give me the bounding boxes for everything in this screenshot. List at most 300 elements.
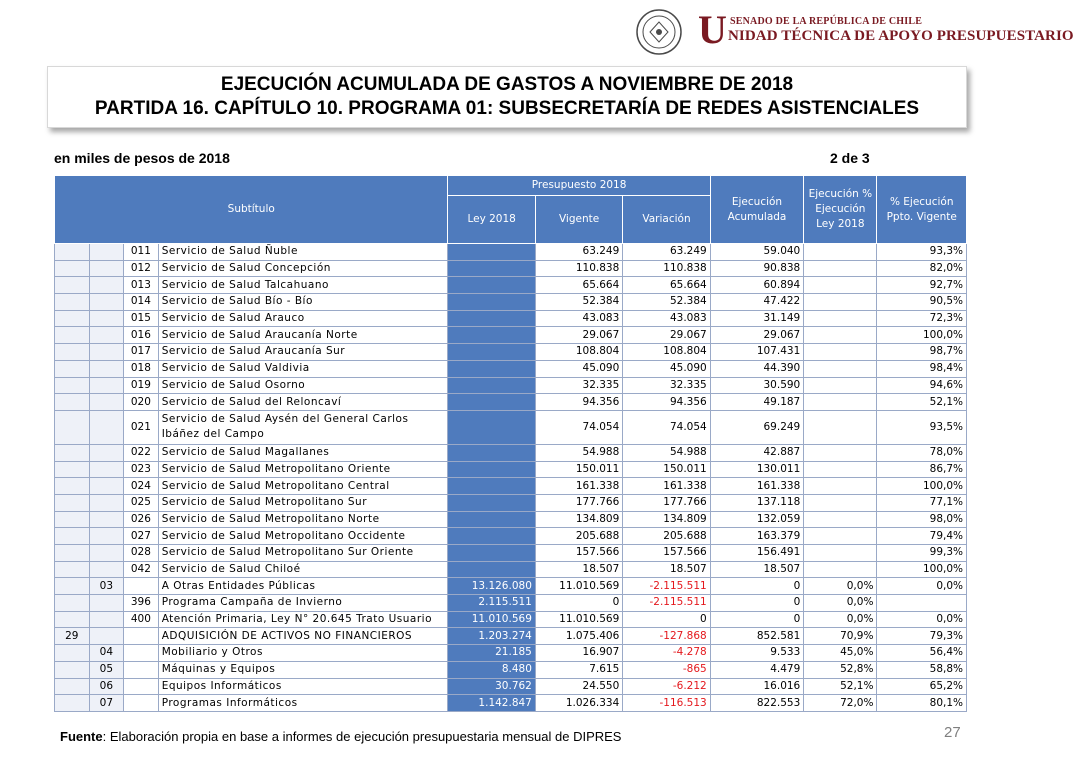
ley-value: 8.480 xyxy=(448,661,535,678)
variacion-value: -116.513 xyxy=(623,695,710,712)
row-description: Servicio de Salud Chiloé xyxy=(158,561,448,578)
header-vigente: Vigente xyxy=(535,196,622,244)
variacion-value: 108.804 xyxy=(623,344,710,361)
pct-ley-value xyxy=(804,310,877,327)
source-label: Fuente xyxy=(60,729,103,744)
subtitulo-code xyxy=(55,260,90,277)
variacion-value: 29.067 xyxy=(623,327,710,344)
page-number: 27 xyxy=(944,724,961,741)
ejecucion-value: 852.581 xyxy=(710,628,804,645)
subtitulo-code xyxy=(55,645,90,662)
pct-vigente-value: 78,0% xyxy=(877,444,967,461)
row-description: ADQUISICIÓN DE ACTIVOS NO FINANCIEROS xyxy=(158,628,448,645)
pct-vigente-value: 93,3% xyxy=(877,244,967,261)
source-text: : Elaboración propia en base a informes de ejecución presupuestaria mensual de DIPRES xyxy=(102,729,622,744)
header-subtitulo: Subtítulo xyxy=(55,176,448,244)
pct-vigente-value: 94,6% xyxy=(877,377,967,394)
subtitulo-code xyxy=(55,360,90,377)
item-code xyxy=(89,628,124,645)
table-row xyxy=(55,561,967,578)
vigente-value: 94.356 xyxy=(535,394,622,411)
item-code xyxy=(89,244,124,261)
ley-value: 30.762 xyxy=(448,678,535,695)
table-row xyxy=(55,645,967,662)
pct-ley-value xyxy=(804,294,877,311)
variacion-value: 54.988 xyxy=(623,444,710,461)
asignacion-code: 023 xyxy=(124,461,159,478)
pct-vigente-value: 56,4% xyxy=(877,645,967,662)
ejecucion-value: 156.491 xyxy=(710,545,804,562)
ley-value xyxy=(448,310,535,327)
ley-value xyxy=(448,511,535,528)
ley-value xyxy=(448,461,535,478)
senate-seal-icon xyxy=(628,8,690,56)
pct-ley-value xyxy=(804,360,877,377)
ejecucion-value: 49.187 xyxy=(710,394,804,411)
asignacion-code: 017 xyxy=(124,344,159,361)
asignacion-code: 025 xyxy=(124,494,159,511)
pct-vigente-value: 58,8% xyxy=(877,661,967,678)
ejecucion-value: 90.838 xyxy=(710,260,804,277)
table-row xyxy=(55,611,967,628)
pct-vigente-value: 98,0% xyxy=(877,511,967,528)
pct-vigente-value: 99,3% xyxy=(877,545,967,562)
ejecucion-value: 69.249 xyxy=(710,410,804,444)
variacion-value: 65.664 xyxy=(623,277,710,294)
variacion-value: 177.766 xyxy=(623,494,710,511)
ejecucion-value: 161.338 xyxy=(710,478,804,495)
subtitulo-code xyxy=(55,377,90,394)
ley-value: 1.142.847 xyxy=(448,695,535,712)
subtitulo-code xyxy=(55,310,90,327)
pct-vigente-value: 93,5% xyxy=(877,410,967,444)
asignacion-code xyxy=(124,678,159,695)
asignacion-code: 018 xyxy=(124,360,159,377)
budget-table xyxy=(54,175,967,712)
variacion-value: 134.809 xyxy=(623,511,710,528)
pct-vigente-value: 72,3% xyxy=(877,310,967,327)
ley-value xyxy=(448,327,535,344)
ejecucion-value: 30.590 xyxy=(710,377,804,394)
ley-value xyxy=(448,444,535,461)
pct-ley-value xyxy=(804,277,877,294)
vigente-value: 150.011 xyxy=(535,461,622,478)
pct-ley-value xyxy=(804,545,877,562)
table-row xyxy=(55,461,967,478)
pct-vigente-value: 0,0% xyxy=(877,578,967,595)
item-code xyxy=(89,310,124,327)
subtitulo-code xyxy=(55,327,90,344)
table-row xyxy=(55,377,967,394)
ejecucion-value: 18.507 xyxy=(710,561,804,578)
ejecucion-value: 0 xyxy=(710,611,804,628)
row-description: A Otras Entidades Públicas xyxy=(158,578,448,595)
pct-ley-value: 0,0% xyxy=(804,595,877,612)
pct-ley-value: 52,8% xyxy=(804,661,877,678)
ley-value xyxy=(448,410,535,444)
item-code xyxy=(89,327,124,344)
pct-ley-value xyxy=(804,244,877,261)
ley-value xyxy=(448,244,535,261)
subtitulo-code xyxy=(55,661,90,678)
vigente-value: 161.338 xyxy=(535,478,622,495)
item-code: 04 xyxy=(89,645,124,662)
row-description: Servicio de Salud Aysén del General Carlos Ibáñez del Campo xyxy=(158,410,448,444)
item-code xyxy=(89,461,124,478)
subtitulo-code xyxy=(55,294,90,311)
pct-vigente-value: 79,3% xyxy=(877,628,967,645)
table-row xyxy=(55,595,967,612)
table-row xyxy=(55,578,967,595)
asignacion-code: 012 xyxy=(124,260,159,277)
subtitulo-code xyxy=(55,478,90,495)
pct-vigente-value: 98,4% xyxy=(877,360,967,377)
ley-value xyxy=(448,344,535,361)
table-row xyxy=(55,628,967,645)
vigente-value: 16.907 xyxy=(535,645,622,662)
item-code xyxy=(89,277,124,294)
subtitulo-code xyxy=(55,444,90,461)
subtitulo-code xyxy=(55,461,90,478)
ejecucion-value: 107.431 xyxy=(710,344,804,361)
ejecucion-value: 59.040 xyxy=(710,244,804,261)
row-description: Servicio de Salud Osorno xyxy=(158,377,448,394)
ejecucion-value: 0 xyxy=(710,595,804,612)
pct-ley-value xyxy=(804,528,877,545)
ley-value xyxy=(448,360,535,377)
pct-ley-value xyxy=(804,260,877,277)
title-line-2: PARTIDA 16. CAPÍTULO 10. PROGRAMA 01: SUBSECRETARÍA DE REDES ASISTENCIALES xyxy=(94,98,920,119)
pct-ley-value: 0,0% xyxy=(804,578,877,595)
asignacion-code: 021 xyxy=(124,410,159,444)
vigente-value: 52.384 xyxy=(535,294,622,311)
item-code xyxy=(89,444,124,461)
ley-value xyxy=(448,260,535,277)
variacion-value: -127.868 xyxy=(623,628,710,645)
subtitulo-code xyxy=(55,595,90,612)
item-code: 05 xyxy=(89,661,124,678)
row-description: Servicio de Salud Metropolitano Sur Oriente xyxy=(158,545,448,562)
logo-unidad: NIDAD TÉCNICA DE APOYO PRESUPUESTARIO xyxy=(728,28,1074,44)
row-description: Servicio de Salud del Reloncaví xyxy=(158,394,448,411)
table-row xyxy=(55,244,967,261)
vigente-value: 65.664 xyxy=(535,277,622,294)
asignacion-code: 028 xyxy=(124,545,159,562)
logo-senado: SENADO DE LA REPÚBLICA DE CHILE xyxy=(730,16,923,27)
table-row xyxy=(55,310,967,327)
pct-ley-value xyxy=(804,410,877,444)
item-code xyxy=(89,260,124,277)
table-row xyxy=(55,360,967,377)
subtitulo-code xyxy=(55,545,90,562)
ejecucion-value: 47.422 xyxy=(710,294,804,311)
ley-value xyxy=(448,394,535,411)
row-description: Servicio de Salud Metropolitano Sur xyxy=(158,494,448,511)
variacion-value: 157.566 xyxy=(623,545,710,562)
table-row xyxy=(55,444,967,461)
vigente-value: 74.054 xyxy=(535,410,622,444)
asignacion-code: 013 xyxy=(124,277,159,294)
table-body xyxy=(55,244,967,712)
item-code xyxy=(89,494,124,511)
pct-vigente-value: 98,7% xyxy=(877,344,967,361)
item-code xyxy=(89,595,124,612)
pct-ley-value xyxy=(804,344,877,361)
variacion-value: 161.338 xyxy=(623,478,710,495)
pct-ley-value xyxy=(804,561,877,578)
ley-value xyxy=(448,294,535,311)
row-description: Servicio de Salud Bío - Bío xyxy=(158,294,448,311)
row-description: Servicio de Salud Valdivia xyxy=(158,360,448,377)
row-description: Servicio de Salud Concepción xyxy=(158,260,448,277)
item-code xyxy=(89,611,124,628)
ley-value: 11.010.569 xyxy=(448,611,535,628)
pct-vigente-value: 79,4% xyxy=(877,528,967,545)
ley-value xyxy=(448,528,535,545)
table-row xyxy=(55,678,967,695)
header-logo xyxy=(628,7,1074,56)
ley-value: 2.115.511 xyxy=(448,595,535,612)
ley-value xyxy=(448,478,535,495)
vigente-value: 7.615 xyxy=(535,661,622,678)
pct-vigente-value: 86,7% xyxy=(877,461,967,478)
header-pct-ley: Ejecución % Ejecución Ley 2018 xyxy=(804,176,877,244)
pct-vigente-value: 77,1% xyxy=(877,494,967,511)
ejecucion-value: 163.379 xyxy=(710,528,804,545)
item-code xyxy=(89,511,124,528)
subtitulo-code xyxy=(55,511,90,528)
pct-ley-value xyxy=(804,377,877,394)
subtitulo-code xyxy=(55,244,90,261)
item-code xyxy=(89,545,124,562)
table-row xyxy=(55,260,967,277)
asignacion-code xyxy=(124,628,159,645)
item-code xyxy=(89,377,124,394)
item-code xyxy=(89,561,124,578)
subtitulo-code: 29 xyxy=(55,628,90,645)
pct-ley-value xyxy=(804,394,877,411)
header-ley: Ley 2018 xyxy=(448,196,535,244)
pct-ley-value: 0,0% xyxy=(804,611,877,628)
asignacion-code: 027 xyxy=(124,528,159,545)
ejecucion-value: 9.533 xyxy=(710,645,804,662)
table-row xyxy=(55,494,967,511)
pct-ley-value xyxy=(804,511,877,528)
vigente-value: 108.804 xyxy=(535,344,622,361)
asignacion-code: 026 xyxy=(124,511,159,528)
ley-value xyxy=(448,494,535,511)
subtitulo-code xyxy=(55,394,90,411)
variacion-value: -2.115.511 xyxy=(623,595,710,612)
item-code: 06 xyxy=(89,678,124,695)
pct-vigente-value: 65,2% xyxy=(877,678,967,695)
asignacion-code: 022 xyxy=(124,444,159,461)
pct-ley-value xyxy=(804,494,877,511)
ley-value xyxy=(448,277,535,294)
row-description: Servicio de Salud Araucanía Sur xyxy=(158,344,448,361)
variacion-value: 45.090 xyxy=(623,360,710,377)
vigente-value: 63.249 xyxy=(535,244,622,261)
asignacion-code xyxy=(124,578,159,595)
pct-ley-value: 52,1% xyxy=(804,678,877,695)
table-row xyxy=(55,511,967,528)
pct-ley-value: 72,0% xyxy=(804,695,877,712)
subtitulo-code xyxy=(55,410,90,444)
variacion-value: 110.838 xyxy=(623,260,710,277)
pct-vigente-value: 52,1% xyxy=(877,394,967,411)
row-description: Máquinas y Equipos xyxy=(158,661,448,678)
table-row xyxy=(55,478,967,495)
ejecucion-value: 132.059 xyxy=(710,511,804,528)
table-row xyxy=(55,528,967,545)
vigente-value: 134.809 xyxy=(535,511,622,528)
vigente-value: 24.550 xyxy=(535,678,622,695)
header-presupuesto: Presupuesto 2018 xyxy=(448,176,710,196)
asignacion-code xyxy=(124,645,159,662)
asignacion-code: 019 xyxy=(124,377,159,394)
variacion-value: 74.054 xyxy=(623,410,710,444)
table-row xyxy=(55,394,967,411)
pct-vigente-value: 100,0% xyxy=(877,478,967,495)
vigente-value: 29.067 xyxy=(535,327,622,344)
subtitulo-code xyxy=(55,578,90,595)
vigente-value: 177.766 xyxy=(535,494,622,511)
subtitulo-code xyxy=(55,494,90,511)
row-description: Servicio de Salud Metropolitano Occidente xyxy=(158,528,448,545)
table-row xyxy=(55,410,967,444)
pct-ley-value: 45,0% xyxy=(804,645,877,662)
ejecucion-value: 4.479 xyxy=(710,661,804,678)
pct-ley-value xyxy=(804,444,877,461)
pct-ley-value xyxy=(804,478,877,495)
table-row xyxy=(55,294,967,311)
variacion-value: -865 xyxy=(623,661,710,678)
pct-vigente-value: 90,5% xyxy=(877,294,967,311)
vigente-value: 45.090 xyxy=(535,360,622,377)
subtitulo-code xyxy=(55,678,90,695)
pct-vigente-value: 82,0% xyxy=(877,260,967,277)
variacion-value: 94.356 xyxy=(623,394,710,411)
item-code xyxy=(89,344,124,361)
subtitulo-code xyxy=(55,528,90,545)
ejecucion-value: 42.887 xyxy=(710,444,804,461)
ley-value: 1.203.274 xyxy=(448,628,535,645)
asignacion-code: 016 xyxy=(124,327,159,344)
pct-vigente-value xyxy=(877,595,967,612)
item-code xyxy=(89,294,124,311)
ley-value xyxy=(448,377,535,394)
title-line-1: EJECUCIÓN ACUMULADA DE GASTOS A NOVIEMBRE DE 2018 xyxy=(220,74,794,95)
ejecucion-value: 0 xyxy=(710,578,804,595)
asignacion-code xyxy=(124,661,159,678)
item-code: 03 xyxy=(89,578,124,595)
vigente-value: 43.083 xyxy=(535,310,622,327)
table-row xyxy=(55,277,967,294)
pct-ley-value xyxy=(804,327,877,344)
subtitulo-code xyxy=(55,344,90,361)
title-box xyxy=(47,66,967,128)
row-description: Servicio de Salud Metropolitano Central xyxy=(158,478,448,495)
variacion-value: 52.384 xyxy=(623,294,710,311)
header-pct-vigente: % Ejecución Ppto. Vigente xyxy=(877,176,967,244)
item-code xyxy=(89,360,124,377)
variacion-value: 150.011 xyxy=(623,461,710,478)
row-description: Equipos Informáticos xyxy=(158,678,448,695)
ejecucion-value: 822.553 xyxy=(710,695,804,712)
pct-vigente-value: 100,0% xyxy=(877,561,967,578)
variacion-value: 0 xyxy=(623,611,710,628)
pct-ley-value xyxy=(804,461,877,478)
vigente-value: 11.010.569 xyxy=(535,611,622,628)
pct-vigente-value: 80,1% xyxy=(877,695,967,712)
item-code xyxy=(89,394,124,411)
variacion-value: 205.688 xyxy=(623,528,710,545)
ejecucion-value: 31.149 xyxy=(710,310,804,327)
asignacion-code: 015 xyxy=(124,310,159,327)
pct-vigente-value: 100,0% xyxy=(877,327,967,344)
table-row xyxy=(55,695,967,712)
item-code: 07 xyxy=(89,695,124,712)
row-description: Servicio de Salud Araucanía Norte xyxy=(158,327,448,344)
vigente-value: 32.335 xyxy=(535,377,622,394)
asignacion-code: 011 xyxy=(124,244,159,261)
variacion-value: -2.115.511 xyxy=(623,578,710,595)
asignacion-code: 024 xyxy=(124,478,159,495)
header-ejecucion: Ejecución Acumulada xyxy=(710,176,804,244)
asignacion-code: 042 xyxy=(124,561,159,578)
units-label: en miles de pesos de 2018 xyxy=(54,150,230,166)
pct-ley-value: 70,9% xyxy=(804,628,877,645)
header-variacion: Variación xyxy=(623,196,710,244)
variacion-value: -6.212 xyxy=(623,678,710,695)
variacion-value: 32.335 xyxy=(623,377,710,394)
ejecucion-value: 130.011 xyxy=(710,461,804,478)
asignacion-code: 020 xyxy=(124,394,159,411)
row-description: Servicio de Salud Arauco xyxy=(158,310,448,327)
ejecucion-value: 60.894 xyxy=(710,277,804,294)
ejecucion-value: 16.016 xyxy=(710,678,804,695)
subtitulo-code xyxy=(55,695,90,712)
row-description: Servicio de Salud Magallanes xyxy=(158,444,448,461)
subtitulo-code xyxy=(55,277,90,294)
ley-value xyxy=(448,561,535,578)
subtitulo-code xyxy=(55,611,90,628)
ley-value: 21.185 xyxy=(448,645,535,662)
asignacion-code: 400 xyxy=(124,611,159,628)
row-description: Mobiliario y Otros xyxy=(158,645,448,662)
row-description: Programa Campaña de Invierno xyxy=(158,595,448,612)
variacion-value: 63.249 xyxy=(623,244,710,261)
vigente-value: 1.026.334 xyxy=(535,695,622,712)
pct-vigente-value: 92,7% xyxy=(877,277,967,294)
ejecucion-value: 44.390 xyxy=(710,360,804,377)
asignacion-code xyxy=(124,695,159,712)
row-description: Servicio de Salud Ñuble xyxy=(158,244,448,261)
vigente-value: 18.507 xyxy=(535,561,622,578)
vigente-value: 1.075.406 xyxy=(535,628,622,645)
asignacion-code: 014 xyxy=(124,294,159,311)
ejecucion-value: 137.118 xyxy=(710,494,804,511)
row-description: Atención Primaria, Ley N° 20.645 Trato Usuario xyxy=(158,611,448,628)
vigente-value: 110.838 xyxy=(535,260,622,277)
item-code xyxy=(89,478,124,495)
ley-value xyxy=(448,545,535,562)
vigente-value: 11.010.569 xyxy=(535,578,622,595)
table-row xyxy=(55,545,967,562)
ley-value: 13.126.080 xyxy=(448,578,535,595)
page-of-label: 2 de 3 xyxy=(830,150,870,166)
vigente-value: 54.988 xyxy=(535,444,622,461)
